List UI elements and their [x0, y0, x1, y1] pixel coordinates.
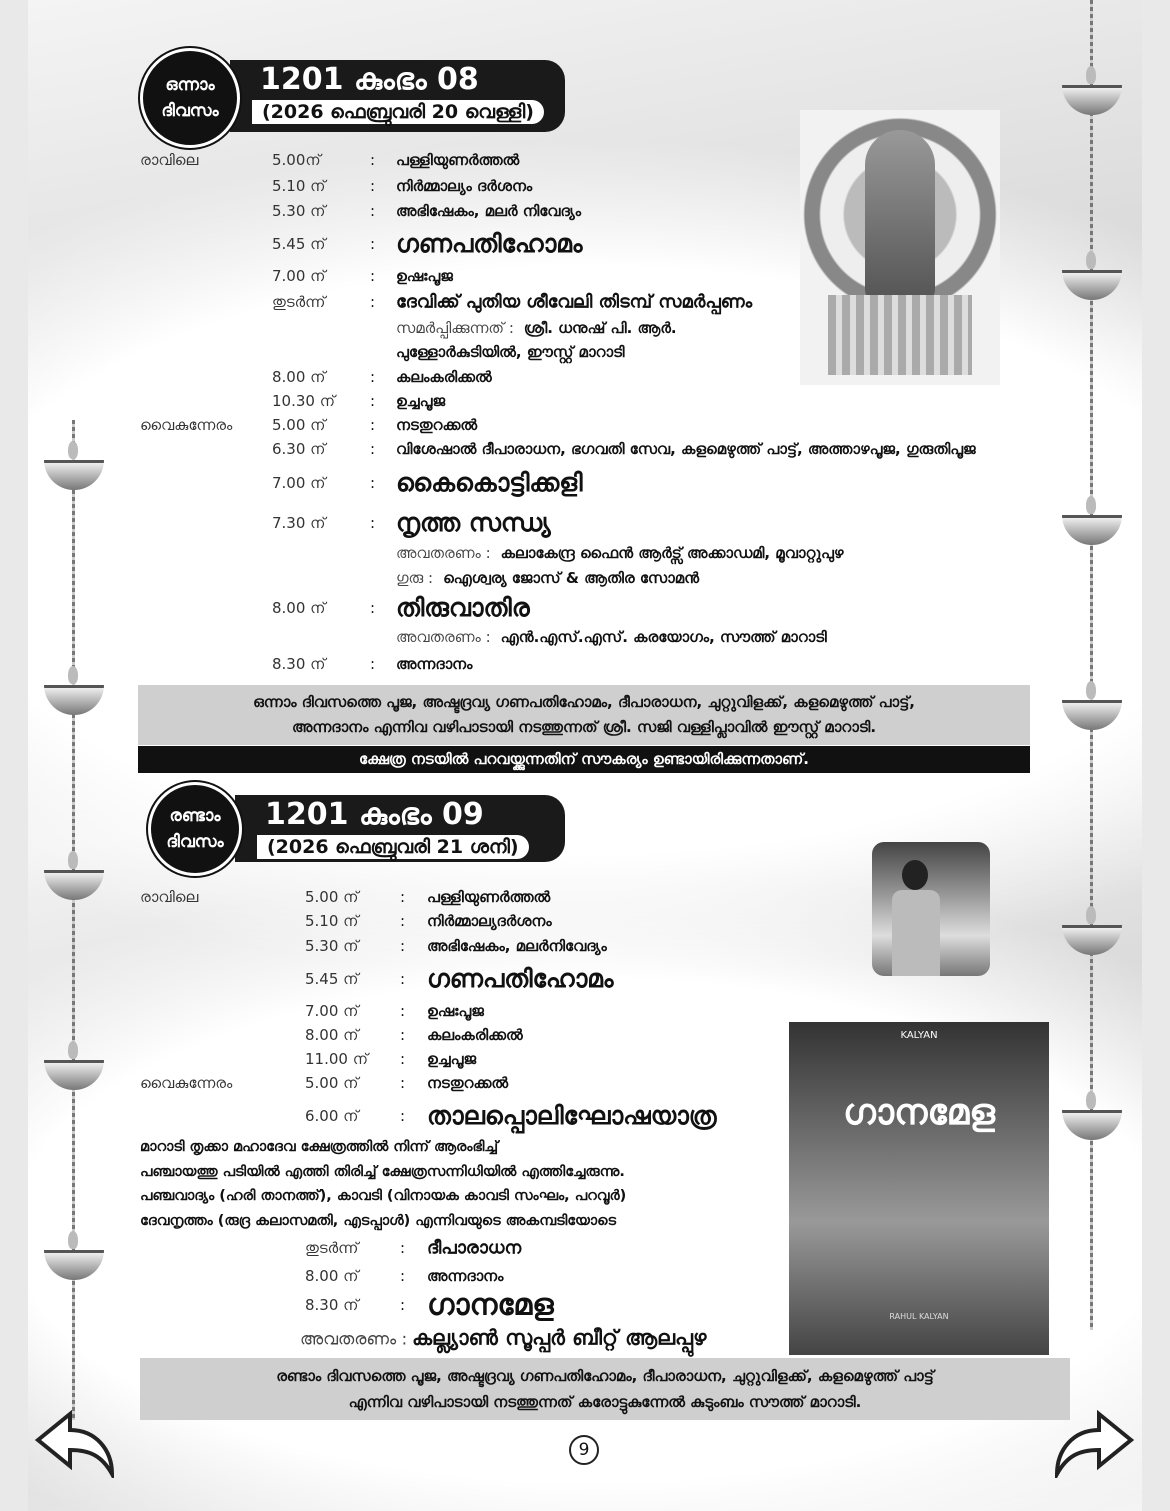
poster-brand: KALYAN	[900, 1030, 938, 1041]
period-label: രാവിലെ	[140, 151, 199, 169]
sub-value: കലാകേന്ദ്ര ഫൈൻ ആർട്സ് അക്കാഡമി, മൂവാറ്റുപുഴ	[500, 544, 844, 562]
program-event: നടതുറക്കൽ	[396, 416, 478, 434]
colon-separator: :	[370, 655, 376, 673]
offering-line: ഒന്നാം ദിവസത്തെ പൂജ, അഷ്ടദ്രവ്യ ഗണപതിഹോമം, ദീപാരാധന, ചുറ്റുവിളക്ക്, കളമെഴുത്ത് പാട്ട്,	[253, 693, 915, 711]
time-label: തുടർന്ന്	[272, 293, 326, 311]
offering-line: രണ്ടാം ദിവസത്തെ പൂജ, അഷ്ടദ്രവ്യ ഗണപതിഹോമം, ദീപാരാധന, ചുറ്റുവിളക്ക്, കളമെഴുത്ത് പാട്ട്	[276, 1367, 934, 1385]
time-label: 5.30 ന്	[272, 202, 326, 220]
time-label: 5.10 ന്	[272, 177, 326, 195]
sub-label: അവതരണം :	[396, 628, 491, 646]
program-event: ഗണപതിഹോമം	[427, 964, 614, 993]
notice-bar: ക്ഷേത്ര നടയിൽ പറവയ്ക്കുന്നതിന് സൗകര്യം ഉണ്ടായിരിക്കുന്നതാണ്.	[138, 746, 1030, 773]
sub-label: സമർപ്പിക്കുന്നത് :	[396, 319, 514, 337]
colon-separator: :	[400, 1026, 406, 1044]
colon-separator: :	[370, 392, 376, 410]
procession-line: പഞ്ചവാദ്യം (ഹരി താനത്ത്), കാവടി (വിനായക കാവടി സംഘം, പറവൂർ)	[140, 1188, 627, 1204]
program-event: ഉഷഃപൂജ	[396, 267, 453, 285]
page-number: 9	[569, 1435, 599, 1465]
program-event: ഗാനമേള	[427, 1287, 554, 1323]
oil-lamp-icon	[1062, 700, 1122, 730]
colon-separator: :	[400, 1107, 406, 1125]
program-event: ഉച്ചപൂജ	[427, 1050, 477, 1068]
forward-arrow-icon[interactable]	[1053, 1410, 1135, 1478]
day1-date-pill	[230, 60, 565, 132]
time-label: 8.00 ന്	[272, 599, 326, 617]
time-label: 6.00 ന്	[305, 1107, 359, 1125]
sub-value: ശ്രീ. ധനുഷ് പി. ആർ.	[523, 319, 677, 337]
program-sub-row	[396, 544, 844, 562]
oil-lamp-icon	[44, 685, 104, 715]
time-label: 7.30 ന്	[272, 514, 326, 532]
procession-description	[140, 1135, 626, 1233]
colon-separator: :	[370, 235, 376, 253]
presenter-row	[300, 1326, 706, 1351]
procession-line: മാറാടി തൃക്കാ മഹാദേവ ക്ഷേത്രത്തിൽ നിന്ന് ആരംഭിച്ച്	[140, 1139, 499, 1155]
sub-value: ഐശ്വര്യ ജോസ് & ആതിര സോമൻ	[443, 569, 700, 587]
ganamela-poster	[789, 1022, 1049, 1355]
back-arrow-icon[interactable]	[34, 1410, 116, 1478]
colon-separator: :	[370, 202, 376, 220]
program-event: വിശേഷാൽ ദീപാരാധന, ഭഗവതി സേവ, കളമെഴുത്ത് പാട്ട്, അത്താഴപൂജ, ഗുരുതിപൂജ	[396, 440, 976, 458]
day-label: ദിവസം	[161, 101, 219, 121]
period-label: വൈകുന്നേരം	[140, 416, 233, 434]
colon-separator: :	[370, 416, 376, 434]
oil-lamp-icon	[44, 460, 104, 490]
program-event: ഗണപതിഹോമം	[396, 229, 583, 258]
colon-separator: :	[400, 912, 406, 930]
oil-lamp-icon	[1062, 515, 1122, 545]
oil-lamp-icon	[1062, 270, 1122, 300]
time-label: 8.30 ന്	[272, 655, 326, 673]
time-label: 5.45 ന്	[305, 970, 359, 988]
time-label: 10.30 ന്	[272, 392, 335, 410]
program-event: തിരുവാതിര	[396, 593, 530, 622]
time-label: 5.00 ന്	[305, 1074, 359, 1092]
poster-credit: RAHUL KALYAN	[889, 1312, 949, 1321]
day-label: ദിവസം	[166, 832, 224, 852]
time-label: 5.10 ന്	[305, 912, 359, 930]
program-event: ദീപാരാധന	[427, 1237, 522, 1259]
colon-separator: :	[400, 970, 406, 988]
colon-separator: :	[400, 1239, 406, 1257]
program-event: അന്നദാനം	[427, 1267, 504, 1285]
colon-separator: :	[370, 599, 376, 617]
program-event: അഭിഷേകം, മലർ നിവേദ്യം	[396, 202, 582, 220]
day1-offering-box	[138, 685, 1030, 745]
colon-separator: :	[400, 1002, 406, 1020]
program-event: ദേവിക്ക് പുതിയ ശീവേലി തിടമ്പ് സമർപ്പണം	[396, 291, 753, 313]
day2-date-pill	[235, 795, 565, 862]
day-ordinal: രണ്ടാം	[169, 806, 221, 826]
oil-lamp-icon	[44, 1060, 104, 1090]
presenter-name: കല്ല്യാൺ സൂപ്പർ ബീറ്റ് ആലപ്പുഴ	[412, 1325, 707, 1350]
sub-value: പുള്ളോർകുടിയിൽ, ഈസ്റ്റ് മാറാടി	[396, 343, 625, 361]
oil-lamp-icon	[44, 870, 104, 900]
offering-line: എന്നിവ വഴിപാടായി നടത്തുന്നത് കരോട്ടുകുന്നേൽ കുടുംബം സൗത്ത് മാറാടി.	[348, 1393, 862, 1411]
program-sub-row	[396, 628, 827, 646]
oil-lamp-icon	[1062, 1110, 1122, 1140]
day2-offering-box	[140, 1358, 1070, 1420]
procession-line: പഞ്ചായത്തു പടിയിൽ എത്തി തിരിച്ച് ക്ഷേത്രസന്നിധിയിൽ എത്തിച്ചേരുന്നു.	[140, 1163, 625, 1180]
colon-separator: :	[370, 474, 376, 492]
offering-line: അന്നദാനം എന്നിവ വഴിപാടായി നടത്തുന്നത് ശ്രീ. സജി വള്ളിപ്ലാവിൽ ഈസ്റ്റ് മാറാടി.	[291, 718, 877, 736]
time-label: 8.00 ന്	[305, 1267, 359, 1285]
day1-date: 1201 കുംഭം 08	[260, 62, 479, 97]
day2-date-gregorian: (2026 ഫെബ്രുവരി 21 ശനി)	[257, 835, 529, 859]
program-event: അഭിഷേകം, മലർനിവേദ്യം	[427, 937, 607, 955]
day2-badge	[148, 782, 242, 876]
colon-separator: :	[370, 440, 376, 458]
artist-photo	[872, 842, 990, 976]
time-label: 7.00 ന്	[272, 474, 326, 492]
colon-separator: :	[370, 514, 376, 532]
poster-title: ഗാനമേള	[843, 1092, 995, 1133]
time-label: 8.00 ന്	[272, 368, 326, 386]
sub-label: ഗുരു :	[396, 569, 434, 587]
time-label: തുടർന്ന്	[305, 1239, 359, 1257]
program-event: കലംകരിക്കൽ	[396, 368, 492, 386]
colon-separator: :	[400, 1050, 406, 1068]
program-sub-row	[396, 343, 625, 361]
time-label: 5.45 ന്	[272, 235, 326, 253]
program-event: ഉഷഃപൂജ	[427, 1002, 484, 1020]
oil-lamp-icon	[1062, 85, 1122, 115]
oil-lamp-icon	[1062, 925, 1122, 955]
program-event: പള്ളിയുണർത്തൽ	[396, 151, 520, 169]
time-label: 5.30 ന്	[305, 937, 359, 955]
program-event: കലംകരിക്കൽ	[427, 1026, 523, 1044]
presenter-label: അവതരണം :	[300, 1329, 408, 1350]
colon-separator: :	[370, 293, 376, 311]
day1-badge	[140, 48, 240, 148]
period-label: രാവിലെ	[140, 888, 199, 906]
colon-separator: :	[400, 888, 406, 906]
time-label: 11.00 ന്	[305, 1050, 368, 1068]
oil-lamp-icon	[44, 1250, 104, 1280]
colon-separator: :	[400, 937, 406, 955]
time-label: 7.00 ന്	[272, 267, 326, 285]
time-label: 5.00 ന്	[272, 416, 326, 434]
program-page	[28, 0, 1142, 1511]
program-event: കൈകൊട്ടിക്കളി	[396, 468, 583, 497]
day-ordinal: ഒന്നാം	[165, 75, 215, 95]
colon-separator: :	[400, 1296, 406, 1314]
colon-separator: :	[370, 151, 376, 169]
program-event: നിർമ്മാല്യം ദർശനം	[396, 177, 533, 195]
day1-date-gregorian: (2026 ഫെബ്രുവരി 20 വെള്ളി)	[252, 100, 544, 124]
sub-value: എൻ.എസ്.എസ്. കരയോഗം, സൗത്ത് മാറാടി	[500, 628, 827, 646]
colon-separator: :	[370, 368, 376, 386]
program-event: അന്നദാനം	[396, 655, 473, 673]
program-event: നിർമ്മാല്യദർശനം	[427, 912, 552, 930]
period-label: വൈകുന്നേരം	[140, 1074, 233, 1092]
time-label: 5.00ന്	[272, 151, 321, 169]
colon-separator: :	[370, 177, 376, 195]
time-label: 8.00 ന്	[305, 1026, 359, 1044]
procession-line: ദേവനൃത്തം (രുദ്ര കലാസമതി, എടപ്പാൾ) എന്നിവയുടെ അകമ്പടിയോടെ	[140, 1212, 617, 1229]
time-label: 6.30 ന്	[272, 440, 326, 458]
time-label: 7.00 ന്	[305, 1002, 359, 1020]
time-label: 5.00 ന്	[305, 888, 359, 906]
colon-separator: :	[400, 1267, 406, 1285]
program-sub-row	[396, 319, 677, 337]
colon-separator: :	[400, 1074, 406, 1092]
program-event: നൃത്ത സന്ധ്യ	[396, 508, 551, 537]
program-event: പള്ളിയുണർത്തൽ	[427, 888, 551, 906]
program-event: താലപ്പൊലിഘോഷയാത്ര	[427, 1101, 717, 1130]
day2-date: 1201 കുംഭം 09	[265, 797, 484, 832]
time-label: 8.30 ന്	[305, 1296, 359, 1314]
colon-separator: :	[370, 267, 376, 285]
program-event: ഉച്ചപൂജ	[396, 392, 446, 410]
program-sub-row	[396, 569, 699, 587]
sub-label: അവതരണം :	[396, 544, 491, 562]
goddess-idol-image	[800, 110, 1000, 385]
program-event: നടതുറക്കൽ	[427, 1074, 509, 1092]
